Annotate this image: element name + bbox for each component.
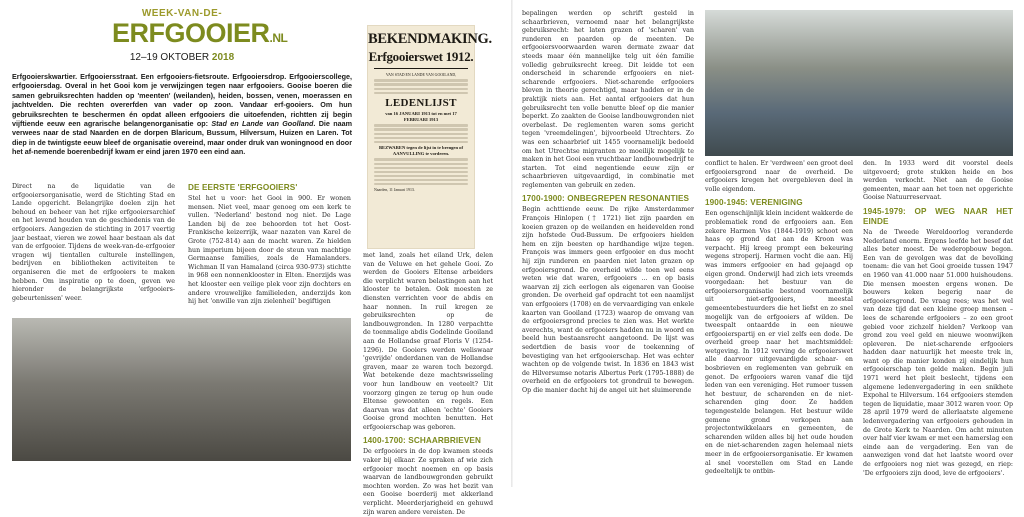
poster-text-line bbox=[374, 183, 468, 186]
poster-text-line bbox=[374, 179, 468, 182]
poster-text-line bbox=[374, 133, 468, 136]
historic-group-photo bbox=[12, 318, 351, 461]
col6-paragraph-2: Na de Tweede Wereldoorlog veranderde Nederland enorm. Ergens leefde het besef dat alles beter moest. De wederopbouw begon. Een van de gevolgen was dat de bevolking toenam: die van het Gooi groeide tussen 1947 en 1960 van 41.000 naar 51.000 huishoudens. Die mensen moesten ergens wonen. De bouwers keken begerig naar de erfgooiersgrond. De vraag rees; was het wel van deze tijd dat een kleine groep mensen – lees de scharende erfgooiers – zo een groot gebied voor zichzelf hielden? Verkoop van grond zou veel geld en nieuwe woonwijken opleveren. De niet-scharende erfgooiers hadden daar natuurlijk het meeste trek in, want op die manier konden zij eindelijk hun erfgooierschap ten gelde maken. Begin juli 1971 werd het pleit beslecht, tijdens een algemene ledenvergadering in een snikhete Expohal te Hilversum. 164 erfgooiers stemden tegen de liquidatie, maar 3012 waren voor. Op 28 april 1979 werd de allerlaatste algemene ledenvergadering van erfgooiers gehouden in de Grote Kerk te Naarden. Om acht minuten over half vier kwam er met een hamerslag een einde aan de vergadering. Een van de aanwezigen vond dat het laatste woord over de erfgooiers nog niet was gezegd, en riep: 'De erfgooiers zijn dood, leve de erfgooiers'. bbox=[863, 228, 1013, 477]
section-heading-onbegrepen-resonanties: 1700-1900: ONBEGREPEN RESONANTIES bbox=[522, 194, 690, 204]
poster-text-line bbox=[374, 141, 468, 144]
intro-part2: . Die naam verwees naar de stad Naarden en de dorpen Blaricum, Bussum, Hilversum, Huizen en Laren. Tot diep in de twintigste eeuw bleef de organisatie overeind, maar onder druk van woningnood en door het af-nemende boerenbedrijf kwam er eind jaren 1970 een eind aan. bbox=[12, 119, 352, 157]
col6-paragraph-1: den. In 1933 werd dit voorstel deels uitgevoerd; grote stukken heide en bos werden verkocht. Niet aan de Gooise gemeenten, maar aan het toen net opgerichte Gooise Natuurreservaat. bbox=[863, 160, 1013, 202]
poster-text-line bbox=[374, 79, 468, 82]
intro-part1: Erfgooierskwartier. Erfgooiersstraat. Een erfgooiers-fietsroute. Erfgooiersdrop. Erfgooierscollege, erfgooiersdag. Overal in het Gooi kom je verwijzingen tegen naar erfgooiers. Gooise boeren die samen gebruiksrechten hadden op 'meenten' (weilanden), heiden, bossen, venen, moerassen en jachtvelden. Die rechten overerfden van vader op zoon. Vandaar erf-gooiers. Om hun gebruiksrechten te beschermen én opdat alleen erfgooiers die uitoefenden, richtten zij begin vijftiende eeuw een agrarische belangenorganisatie op: bbox=[12, 72, 352, 129]
logo-wordmark bbox=[112, 18, 288, 52]
section-heading-vereniging: 1900-1945: VERENIGING bbox=[705, 198, 803, 208]
poster-subtitle: Erfgooierswet 1912. bbox=[368, 49, 474, 64]
event-year: 2018 bbox=[211, 52, 235, 63]
poster-bezwaren: BEZWAREN tegen de lijst in te brengen of AANVULLING te vorderen. bbox=[378, 145, 463, 156]
poster-text-line bbox=[374, 92, 468, 95]
col5-paragraph-1: conflict te halen. Er 'verdween' een groot deel erfgooiersgrond naar de overheid. De erfgooiers kregen het overgebleven deel in volle eigendom. bbox=[705, 160, 853, 193]
col4-paragraph-1: bepalingen werden op schrift gesteld in schaarbrieven, vernoemd naar het belangrijkste gebruiksrecht: het laten grazen of 'scharen' van runderen en paarden op de meenten. De erfgooiersvoorwaarden waren dermate zwaar dat steeds maar één mannelijke telg uit één familie volledig gebruiksrecht kreeg. Dit leidde tot een onderscheid in scharende erfgooiers en niet-scharende erfgooiers. Niet-scharende erfgooiers bleven in theorie gerechtigd, maar hadden er in de praktijk niets aan. Het aantal erfgooiers dat hun gebruiksrecht ten volle benutte bleef op die manier beperkt. Zo zaakten de Gooise landbouwgronden niet overbelast. De reglementen waren soms gericht tegen 'vreemdelingen', bijvoorbeeld Utrechters. Zo was een schaarbrief uit 1455 voornamelijk bedoeld om het Utrechtse migranten zo moeilijk mogelijk te maken in het Gooi een vruchtbaar landbouwbedrijf te starten. Tot eind negentiende eeuw zijn er schaarbrieven uitgevaardigd, in combinatie met reglementen van gebruik en zeden. bbox=[522, 10, 694, 189]
poster-text-line bbox=[374, 158, 468, 161]
poster-intro: VAN STAD EN LANDE VAN GOOILAND, bbox=[385, 73, 457, 77]
logo-tld: .NL bbox=[269, 31, 288, 45]
section-heading-op-weg-naar-het-einde: 1945-1979: OP WEG NAAR HET EINDE bbox=[863, 206, 1013, 226]
event-logo bbox=[112, 8, 288, 63]
column-1 bbox=[12, 183, 175, 303]
intro-paragraph bbox=[12, 72, 352, 157]
poster-text-line bbox=[374, 163, 468, 166]
logo-name: ERFGOOIER bbox=[112, 18, 270, 48]
col5-paragraph-2: Een ogenschijnlijk klein incident wakkerde de problematiek rond de erfgooiers aan. Een zekere Harmen Vos (1844-1919) schoot een haas op grond dat aan de Kroon was verpacht. Hij kreeg prompt een bekeuring wegens stroperij. Harmen vocht die aan. Hij was immers erfgooier en had gejaagd op eigen grond. Onderwijl had zich iets vreemds voorgedaan: het bestuur van de erfgooiersorganisatie bestond voornamelijk uit niet-erfgooiers, meestal gemeentebestuurders die het liefst en zo snel mogelijk van de erfgooiers af wilden. De tweespalt ontaardde in een nieuwe erfgooierspartij en er viel zelfs een dode. De overheid greep naar het machtsmiddel: wetgeving. In 1912 verving de erfgooierswet alle daarvoor uitgevaardigde schaar- en bosbrieven en reglementen van gebruik en genot. De erfgooiers waren vanaf die tijd leden van een vereniging. Het rumoer tussen het bestuur, de scharenden en de niet-scharenden ging door. Ze hadden tegengestelde belangen. Het bestuur wilde gemene grond verkopen aan projectontwikkelaars en gemeenten, de scharenden wilden alles bij het oude houden en de niet-scharenden zagen helemaal niets meer in de erfgooiersorganisatie. Er kwamen al snel voorstellen om Stad en Lande gedeeltelijk te ontbin- bbox=[705, 210, 853, 476]
page-gutter bbox=[511, 0, 513, 487]
column-3 bbox=[363, 252, 493, 517]
col4-paragraph-2: Begin achttiende eeuw. De rijke Amsterdammer François Hinlopen († 1721) liet zijn paarden en koeien grazen op de weilanden en heidevelden rond zijn hofstede Oud-Bussum. De erfgooiers hielden hem en zijn beesten op hardhandige wijze tegen. François was immers geen erfgooier en dus mocht hij zijn runderen en paarden niet laten grazen op erfgooiersgrond. De overheid wilde toen wel eens weten wie dat waren, erfgooiers ... en op basis waarvan zij zich eerlogen als eigenaren van Gooise gronden. De overheid gaf opdracht tot een naamlijst van erfgooiers (1708) en de vervaardiging van enkele kaarten van Gooiland (1723) waarop de omvang van de erfgooiersgrond precies te zien was. Het werkte averechts, want de erfgooiers hadden nu in woord en beeld hun bestaansrecht aangetoond. De lijst was sedertdien de basis voor de toekenning of bevestiging van het erfgooierschap. Het was echter wachten op de volgende twist. In 1836 en 1843 wist de Hilversumse notaris Albertus Perk (1795-1888) de overheid en de erfgooiers tot grondruil te bewegen. Op die manier dacht hij de angel uit het sluimerende bbox=[522, 206, 694, 394]
poster-sign: Naarden, 11 Januari 1913. bbox=[374, 188, 415, 193]
poster-ledenlijst: LEDENLIJST bbox=[385, 97, 457, 110]
painting-of-erfgooiers bbox=[705, 10, 1013, 156]
poster-text-line bbox=[374, 167, 468, 170]
column-5 bbox=[705, 160, 853, 477]
poster-text-line bbox=[374, 137, 468, 140]
poster-text-line bbox=[374, 124, 468, 127]
poster-text-line bbox=[374, 171, 468, 174]
poster-text-line bbox=[374, 83, 468, 86]
poster-text-line bbox=[374, 88, 468, 91]
column-4 bbox=[522, 10, 694, 396]
col3-paragraph-1: met land, zoals het eiland Urk, delen van de Veluwe en het gehele Gooi. Zo werden de Gooiers Eltense arbeiders die verplicht waren belastingen aan het klooster te betalen. Ook moesten ze diensten verrichten voor de abdis en haar nonnen. In ruil kregen ze gebruiksrechten op de landbouwgronden. In 1280 verpachtte de toenmalige abdis Godelinde Gooiland aan de Hollandse graaf Floris V (1254-1296). De Gooiers werden weliswaar 'gevrijde' onderdanen van de Hollandse graven, maar ze waren toch bezorgd. Wat betekende deze machtswisseling voor hun landbouw en veeteelt? Uit voorzorg gingen ze terug op hun oude Eltense gewoonten en regels. Een daarvan was dat alleen 'echte' Gooiers Gooise grond mochten benutten. Het erfgooierschap was geboren. bbox=[363, 252, 493, 431]
col3-paragraph-2: De erfgooiers in de dop kwamen steeds vaker bij elkaar. Ze spraken af wie zich erfgooier mocht noemen en op basis waarvan de landbouwgronden gebruikt mochten worden. Zo was het bezit van een Gooise boerderij met akkerland verplicht. Meerderjarigheid en gehuwd zijn waren andere vereisten. De bbox=[363, 448, 493, 516]
intro-italic: Stad en Lande van Goolland bbox=[211, 119, 314, 129]
section-heading-schaarbrieven: 1400-1700: SCHAARBRIEVEN bbox=[363, 436, 481, 446]
column-2 bbox=[188, 183, 351, 307]
event-dates: 12–19 OKTOBER bbox=[129, 52, 210, 63]
logo-dates bbox=[112, 52, 252, 63]
col2-paragraph: Stel het u voor: het Gooi in 900. Er wonen mensen. Niet veel, maar genoeg om een kerk te vullen. 'Nederland' bestond nog niet. De Lage Landen bij de zee behoorden tot het Oost-Frankische keizerrijk, waar nazaten van Karel de Grote (752-814) aan de macht waren. Ze hielden hun imperium bijeen door de steun van machtige Germaanse families, zoals de Hamalanders. Wichman II van Hamaland (circa 930-973) stichtte in 968 een nonnenklooster in Elten. Enerzijds was het klooster een veilige plek voor zijn dochters en andere vrouwelijke familieleden, anderzijds kon hij het 'onwille van zijn zielenheil' begiftigen bbox=[188, 195, 351, 306]
poster-text-line bbox=[374, 175, 468, 178]
poster-title: BEKENDMAKING. bbox=[368, 31, 492, 47]
poster-rule bbox=[374, 68, 468, 69]
poster-dates: van 16 JANUARI 1913 tot en met 17 FEBRUARI 1913 bbox=[385, 111, 457, 122]
col1-paragraph: Direct na de liquidatie van de erfgooiersorganisatie, werd de Stichting Stad en Lande opgericht. Belangrijke doelen zijn het behoud en beheer van het rijke erfgooiersarchief en het levend houden van de geschiedenis van de erfgooiers. Aangezien de stichting in 2017 veertig jaar bestaat, vieren we zowel haar bestaan als dat van de erfgooier. Tijdens de week-van-de-erfgooier vragen wij tientallen culturele instellingen, bedrijven en bibliotheken activiteiten te organiseren die met de erfgooiers te maken hebben. Om inspiratie op te doen, geven we hieronder de belangrijkste 'erfgooiers-gebeurtenissen' weer. bbox=[12, 183, 175, 302]
section-heading-de-eerste-erfgooiers: DE EERSTE 'ERFGOOIERS' bbox=[188, 183, 298, 192]
announcement-poster bbox=[368, 26, 492, 248]
column-6 bbox=[863, 160, 1013, 478]
poster-text-line bbox=[374, 128, 468, 131]
logo-prefix: WEEK-VAN-DE- bbox=[141, 8, 223, 19]
